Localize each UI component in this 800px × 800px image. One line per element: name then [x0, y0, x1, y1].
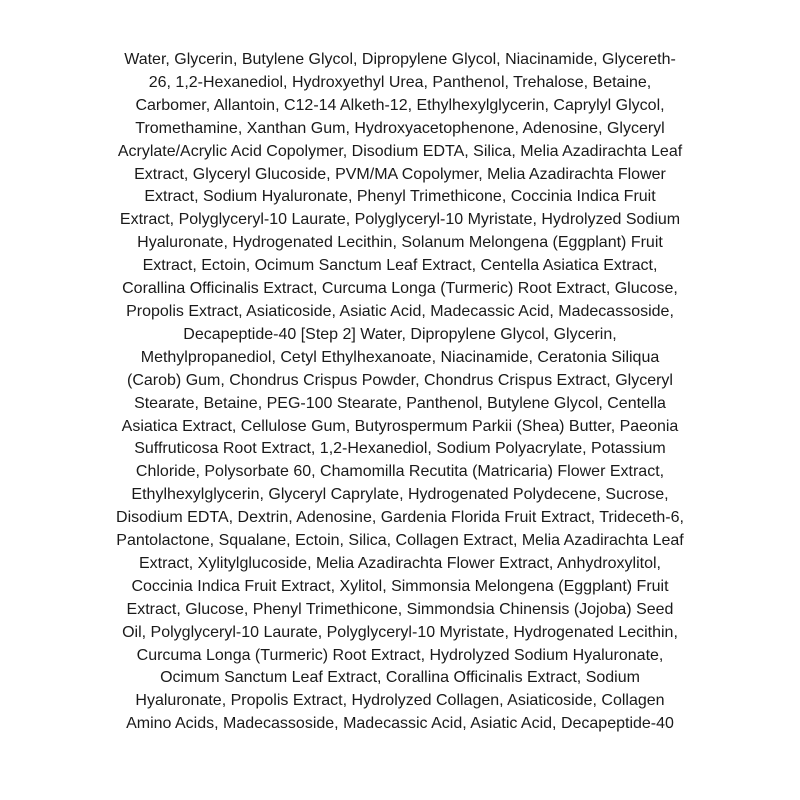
ingredient-line: (Carob) Gum, Chondrus Crispus Powder, Chondrus Crispus Extract, Glyceryl [127, 371, 673, 389]
ingredient-line: Asiatica Extract, Cellulose Gum, Butyrospermum Parkii (Shea) Butter, Paeonia [121, 417, 679, 435]
ingredient-line: Acrylate/Acrylic Acid Copolymer, Disodium EDTA, Silica, Melia Azadirachta Leaf [117, 142, 683, 160]
ingredient-line: Chloride, Polysorbate 60, Chamomilla Recutita (Matricaria) Flower Extract, [135, 463, 665, 481]
ingredient-line: Hyaluronate, Propolis Extract, Hydrolyzed Collagen, Asiaticoside, Collagen [135, 692, 665, 710]
ingredient-line: Ethylhexylglycerin, Glyceryl Caprylate, Hydrogenated Polydecene, Sucrose, [131, 486, 669, 504]
ingredient-line: Corallina Officinalis Extract, Curcuma Longa (Turmeric) Root Extract, Glucose, [122, 280, 678, 298]
ingredient-line: Methylpropanediol, Cetyl Ethylhexanoate, Niacinamide, Ceratonia Siliqua [140, 348, 660, 366]
ingredient-line: Extract, Xylitylglucoside, Melia Azadirachta Flower Extract, Anhydroxylitol, [139, 554, 661, 572]
ingredient-line: Tromethamine, Xanthan Gum, Hydroxyacetophenone, Adenosine, Glyceryl [135, 119, 665, 137]
ingredient-line: Ocimum Sanctum Leaf Extract, Corallina Officinalis Extract, Sodium [160, 669, 640, 687]
ingredient-line: 26, 1,2-Hexanediol, Hydroxyethyl Urea, Panthenol, Trehalose, Betaine, [148, 73, 652, 91]
ingredient-line: Coccinia Indica Fruit Extract, Xylitol, Simmonsia Melongena (Eggplant) Fruit [131, 577, 669, 595]
ingredient-line: Disodium EDTA, Dextrin, Adenosine, Gardenia Florida Fruit Extract, Trideceth-6, [116, 509, 684, 527]
ingredient-line: Extract, Sodium Hyaluronate, Phenyl Trimethicone, Coccinia Indica Fruit [144, 188, 656, 206]
ingredient-line: Extract, Polyglyceryl-10 Laurate, Polyglyceryl-10 Myristate, Hydrolyzed Sodium [119, 211, 681, 229]
ingredient-line: Extract, Glyceryl Glucoside, PVM/MA Copolymer, Melia Azadirachta Flower [134, 165, 666, 183]
ingredient-line: Suffruticosa Root Extract, 1,2-Hexanediol, Sodium Polyacrylate, Potassium [134, 440, 666, 458]
ingredient-line: Stearate, Betaine, PEG-100 Stearate, Panthenol, Butylene Glycol, Centella [134, 394, 666, 412]
ingredient-line: Water, Glycerin, Butylene Glycol, Dipropylene Glycol, Niacinamide, Glycereth- [124, 51, 676, 68]
ingredient-line: Propolis Extract, Asiaticoside, Asiatic Acid, Madecassic Acid, Madecassoside, [126, 302, 674, 320]
ingredient-line: Curcuma Longa (Turmeric) Root Extract, Hydrolyzed Sodium Hyaluronate, [136, 646, 664, 664]
ingredient-line: Pantolactone, Squalane, Ectoin, Silica, Collagen Extract, Melia Azadirachta Leaf [116, 532, 684, 550]
ingredient-line: Carbomer, Allantoin, C12-14 Alketh-12, Ethylhexylglycerin, Caprylyl Glycol, [135, 96, 665, 114]
ingredient-line: Hyaluronate, Hydrogenated Lecithin, Solanum Melongena (Eggplant) Fruit [137, 234, 663, 252]
ingredient-line: Amino Acids, Madecassoside, Madecassic Acid, Asiatic Acid, Decapeptide-40 [126, 715, 674, 733]
ingredient-line: Extract, Glucose, Phenyl Trimethicone, Simmondsia Chinensis (Jojoba) Seed [126, 600, 674, 618]
ingredient-line: Oil, Polyglyceryl-10 Laurate, Polyglyceryl-10 Myristate, Hydrogenated Lecithin, [122, 623, 678, 641]
ingredient-line: Extract, Ectoin, Ocimum Sanctum Leaf Extract, Centella Asiatica Extract, [142, 257, 658, 275]
ingredient-list [0, 49, 800, 736]
ingredient-line: Decapeptide-40 [Step 2] Water, Dipropylene Glycol, Glycerin, [183, 325, 617, 343]
